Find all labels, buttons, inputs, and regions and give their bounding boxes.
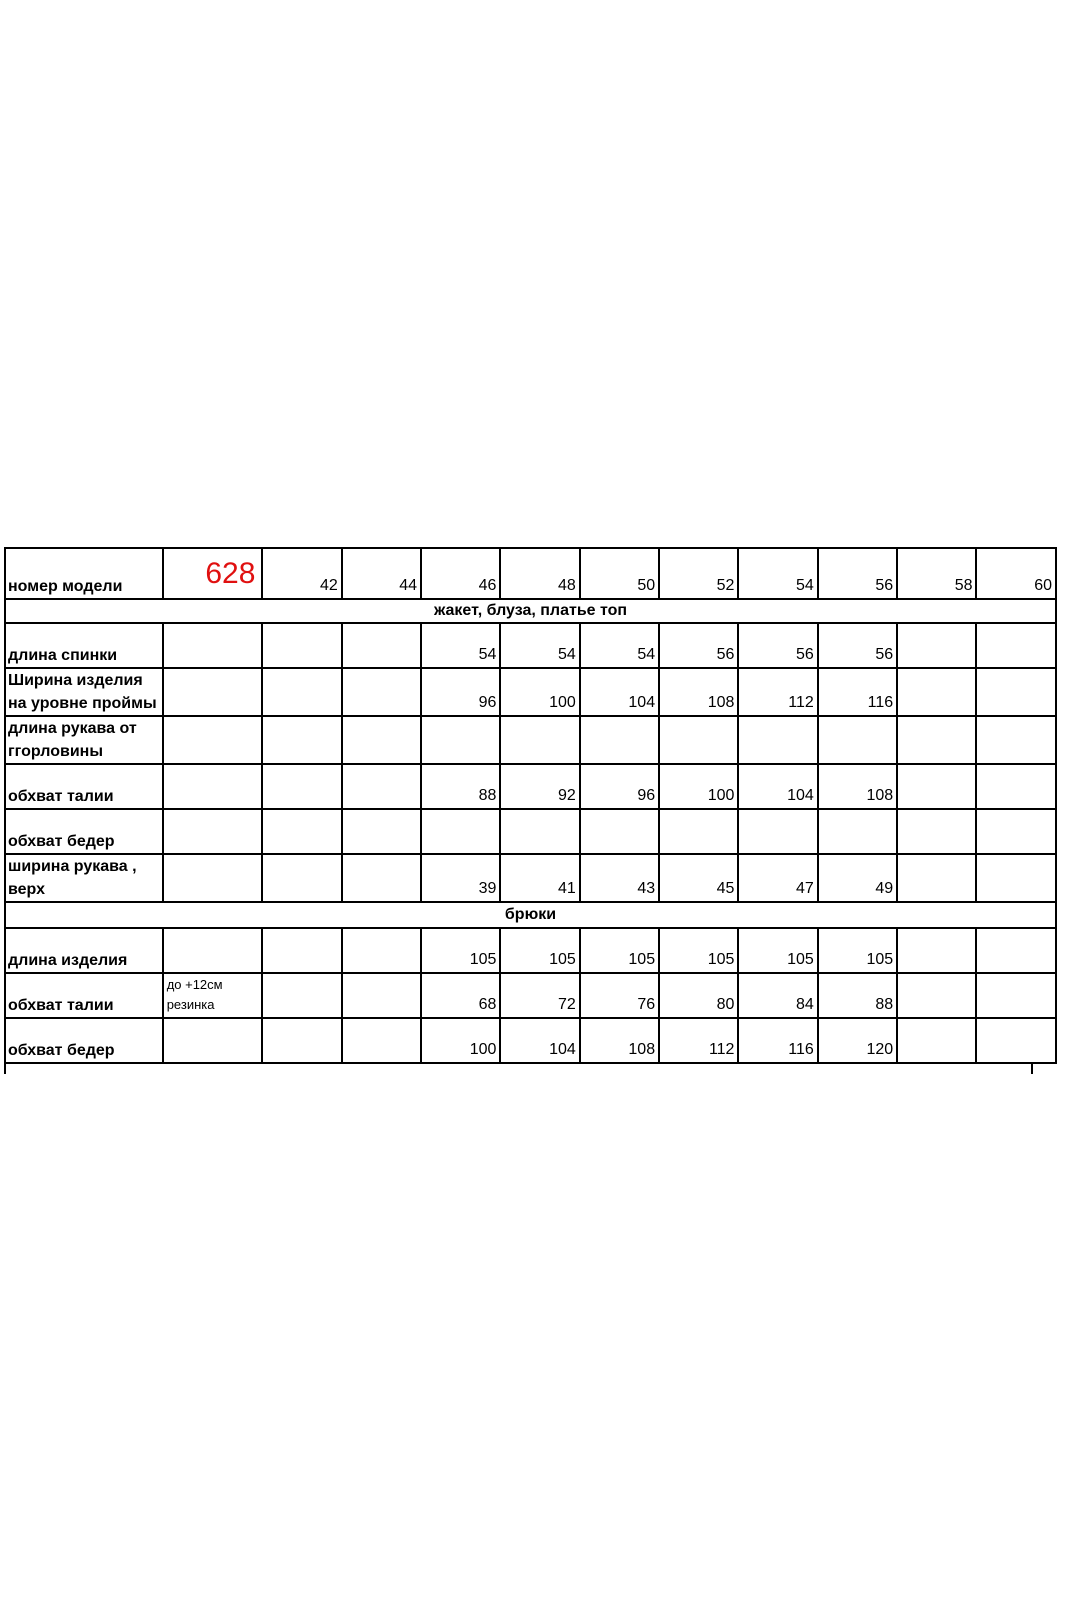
measurement-value: 92	[500, 764, 579, 809]
measurement-value: 41	[500, 854, 579, 902]
measurement-value	[421, 809, 500, 854]
measurement-value: 100	[659, 764, 738, 809]
measurement-value: 108	[818, 764, 897, 809]
measurement-value: 105	[500, 928, 579, 973]
measurement-value	[342, 973, 421, 1018]
measurement-value: 105	[659, 928, 738, 973]
size-header: 44	[342, 548, 421, 599]
measurement-label	[5, 973, 163, 1018]
measurement-note	[163, 809, 263, 854]
header-row	[5, 548, 1056, 599]
measurement-value: 56	[818, 623, 897, 668]
measurement-value	[342, 764, 421, 809]
measurement-value: 88	[818, 973, 897, 1018]
measurement-value: 108	[580, 1018, 659, 1063]
measurement-row	[5, 668, 1056, 716]
measurement-row	[5, 716, 1056, 764]
measurement-label-line: ггорловины	[8, 743, 103, 760]
measurement-value: 112	[738, 668, 817, 716]
measurement-value	[976, 809, 1056, 854]
measurement-value: 116	[818, 668, 897, 716]
measurement-label	[5, 928, 163, 973]
measurement-value	[580, 809, 659, 854]
measurement-value	[262, 716, 341, 764]
measurement-label-line: длина изделия	[8, 952, 128, 969]
model-number-label: номер модели	[5, 548, 163, 599]
measurement-note	[163, 716, 263, 764]
measurement-row	[5, 809, 1056, 854]
measurement-note	[163, 1018, 263, 1063]
measurement-value	[342, 1018, 421, 1063]
measurement-value	[342, 716, 421, 764]
measurement-label	[5, 668, 163, 716]
section-title-top: жакет, блуза, платье топ	[5, 599, 1056, 623]
size-header: 42	[262, 548, 341, 599]
measurement-value: 120	[818, 1018, 897, 1063]
measurement-note	[163, 854, 263, 902]
measurement-value: 80	[659, 973, 738, 1018]
measurement-value	[342, 623, 421, 668]
bottom-section-rows	[5, 928, 1056, 1063]
measurement-value	[818, 809, 897, 854]
measurement-value	[262, 928, 341, 973]
measurement-row	[5, 764, 1056, 809]
measurement-value: 54	[500, 623, 579, 668]
measurement-value	[262, 973, 341, 1018]
measurement-label-line: ширина рукава ,	[8, 858, 137, 875]
measurement-value: 47	[738, 854, 817, 902]
measurement-value	[262, 623, 341, 668]
measurement-label-line: обхват талии	[8, 788, 114, 805]
measurement-label-line: обхват талии	[8, 997, 114, 1014]
measurement-value: 104	[500, 1018, 579, 1063]
size-header: 54	[738, 548, 817, 599]
measurement-value: 100	[421, 1018, 500, 1063]
measurement-value	[342, 854, 421, 902]
measurement-value	[976, 1018, 1056, 1063]
measurement-value	[262, 809, 341, 854]
measurement-label-line: обхват бедер	[8, 833, 115, 850]
measurement-value: 43	[580, 854, 659, 902]
measurement-value: 108	[659, 668, 738, 716]
measurement-row	[5, 973, 1056, 1018]
measurement-value: 112	[659, 1018, 738, 1063]
measurement-note	[163, 668, 263, 716]
measurement-value: 49	[818, 854, 897, 902]
section-header-row	[5, 902, 1056, 928]
measurement-value: 68	[421, 973, 500, 1018]
size-header: 50	[580, 548, 659, 599]
measurement-label-line: обхват бедер	[8, 1042, 115, 1059]
measurement-value	[976, 668, 1056, 716]
measurement-value: 105	[738, 928, 817, 973]
measurement-label	[5, 623, 163, 668]
measurement-value: 116	[738, 1018, 817, 1063]
measurement-row	[5, 623, 1056, 668]
measurement-value	[897, 854, 976, 902]
measurement-value	[976, 928, 1056, 973]
measurement-value: 39	[421, 854, 500, 902]
section-header-row	[5, 599, 1056, 623]
size-chart-table	[4, 547, 1057, 1064]
measurement-value: 105	[421, 928, 500, 973]
measurement-note	[163, 928, 263, 973]
measurement-value	[818, 716, 897, 764]
measurement-value: 72	[500, 973, 579, 1018]
measurement-value	[500, 809, 579, 854]
measurement-label-line: верх	[8, 881, 45, 898]
measurement-row	[5, 928, 1056, 973]
top-section-rows	[5, 623, 1056, 902]
measurement-value	[580, 716, 659, 764]
measurement-value: 88	[421, 764, 500, 809]
measurement-value: 54	[580, 623, 659, 668]
measurement-label	[5, 764, 163, 809]
size-header: 48	[500, 548, 579, 599]
measurement-note: до +12см резинка	[163, 973, 263, 1018]
measurement-value	[976, 764, 1056, 809]
measurement-value	[897, 623, 976, 668]
table-edge-line	[1031, 1064, 1033, 1074]
model-number-value: 628	[163, 548, 263, 599]
measurement-value	[897, 1018, 976, 1063]
measurement-value: 76	[580, 973, 659, 1018]
measurement-value	[262, 668, 341, 716]
measurement-value	[976, 716, 1056, 764]
measurement-label-line: длина рукава от	[8, 720, 137, 737]
measurement-value	[897, 809, 976, 854]
measurement-value: 104	[580, 668, 659, 716]
measurement-value	[500, 716, 579, 764]
measurement-value: 56	[659, 623, 738, 668]
measurement-value	[897, 668, 976, 716]
measurement-value	[262, 1018, 341, 1063]
measurement-label	[5, 716, 163, 764]
measurement-value	[897, 928, 976, 973]
measurement-value: 45	[659, 854, 738, 902]
measurement-value	[897, 973, 976, 1018]
measurement-label	[5, 854, 163, 902]
measurement-value: 100	[500, 668, 579, 716]
measurement-value	[659, 809, 738, 854]
measurement-value: 96	[421, 668, 500, 716]
measurement-value: 54	[421, 623, 500, 668]
measurement-label-line: Ширина изделия	[8, 672, 143, 689]
size-header: 56	[818, 548, 897, 599]
measurement-value: 104	[738, 764, 817, 809]
size-header: 46	[421, 548, 500, 599]
measurement-value: 96	[580, 764, 659, 809]
size-header: 58	[897, 548, 976, 599]
measurement-value: 105	[818, 928, 897, 973]
measurement-value: 56	[738, 623, 817, 668]
measurement-label	[5, 809, 163, 854]
measurement-value: 105	[580, 928, 659, 973]
measurement-label-line: длина спинки	[8, 647, 118, 664]
measurement-label	[5, 1018, 163, 1063]
measurement-value	[738, 716, 817, 764]
measurement-value	[342, 668, 421, 716]
measurement-value	[976, 973, 1056, 1018]
measurement-value	[659, 716, 738, 764]
measurement-value	[976, 854, 1056, 902]
measurement-value	[262, 854, 341, 902]
measurement-value	[738, 809, 817, 854]
measurement-value	[342, 809, 421, 854]
measurement-note	[163, 623, 263, 668]
size-header: 52	[659, 548, 738, 599]
measurement-value	[421, 716, 500, 764]
measurement-value	[976, 623, 1056, 668]
measurement-label-line: на уровне проймы	[8, 695, 157, 712]
measurement-value: 84	[738, 973, 817, 1018]
measurement-value	[262, 764, 341, 809]
measurement-value	[342, 928, 421, 973]
measurement-note	[163, 764, 263, 809]
measurement-row	[5, 854, 1056, 902]
measurement-row	[5, 1018, 1056, 1063]
table-edge-line	[4, 1064, 6, 1074]
measurement-value	[897, 764, 976, 809]
measurement-value	[897, 716, 976, 764]
section-title-bottom: брюки	[5, 902, 1056, 928]
size-header: 60	[976, 548, 1056, 599]
